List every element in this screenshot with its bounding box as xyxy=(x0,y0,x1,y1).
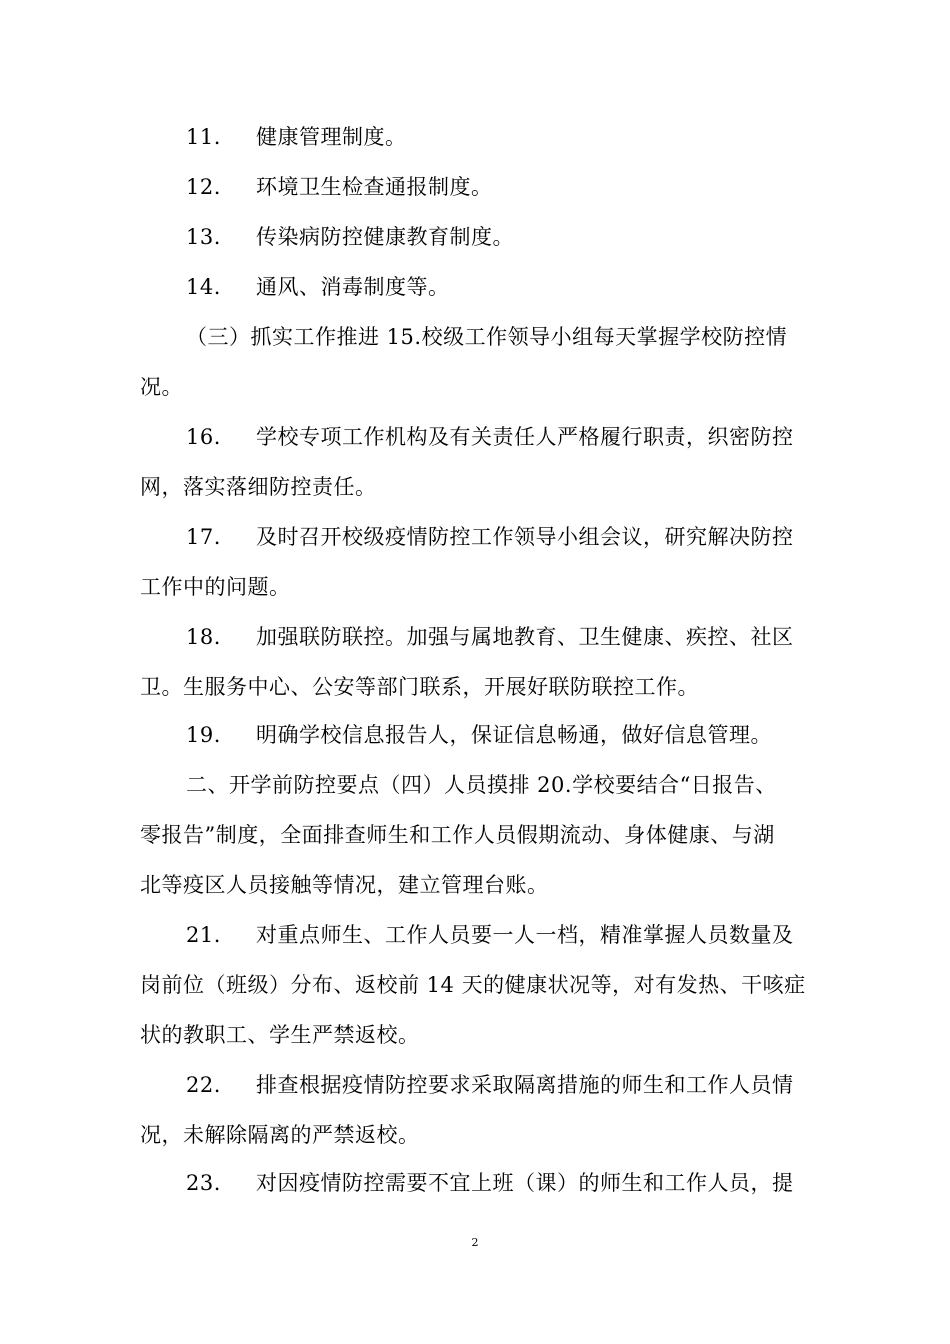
paragraph-18-line-1 xyxy=(140,620,820,654)
list-item-14 xyxy=(140,270,820,304)
item-text: 明确学校信息报告人，保证信息畅通，做好信息管理。 xyxy=(256,723,772,747)
item-text: 排查根据疫情防控要求采取隔离措施的师生和工作人员情 xyxy=(256,1073,794,1097)
paragraph-20-line-2: 零报告”制度，全面排查师生和工作人员假期流动、身体健康、与湖 xyxy=(140,823,775,847)
paragraph-16-line-2: 网，落实落细防控责任。 xyxy=(140,475,377,499)
paragraph-15-line-1: （三）抓实工作推进 15.校级工作领导小组每天掌握学校防控情 xyxy=(186,325,788,349)
paragraph-23-line-1 xyxy=(140,1166,820,1200)
item-text: 及时召开校级疫情防控工作领导小组会议，研究解决防控 xyxy=(256,525,794,549)
item-text: 传染病防控健康教育制度。 xyxy=(256,225,514,249)
item-number: 11. xyxy=(186,125,221,149)
item-number: 12. xyxy=(186,175,221,199)
item-number: 23. xyxy=(186,1171,221,1195)
item-number: 19. xyxy=(186,723,221,747)
paragraph-21-line-2: 岗前位（班级）分布、返校前 14 天的健康状况等，对有发热、干咳症 xyxy=(140,973,806,997)
paragraph-20-line-3: 北等疫区人员接触等情况，建立管理台账。 xyxy=(140,873,549,897)
item-text: 通风、消毒制度等。 xyxy=(256,275,450,299)
list-item-12 xyxy=(140,170,820,204)
item-number: 18. xyxy=(186,625,221,649)
item-number: 17. xyxy=(186,525,221,549)
list-item-11 xyxy=(140,120,820,154)
paragraph-22-line-1 xyxy=(140,1068,820,1102)
item-number: 16. xyxy=(186,425,221,449)
item-text: 健康管理制度。 xyxy=(256,125,407,149)
item-text: 环境卫生检查通报制度。 xyxy=(256,175,493,199)
item-text: 加强联防联控。加强与属地教育、卫生健康、疾控、社区 xyxy=(256,625,794,649)
paragraph-22-line-2: 况，未解除隔离的严禁返校。 xyxy=(140,1123,420,1147)
paragraph-15-line-2: 况。 xyxy=(140,375,183,399)
item-text: 对重点师生、工作人员要一人一档，精准掌握人员数量及 xyxy=(256,923,794,947)
paragraph-21-line-3: 状的教职工、学生严禁返校。 xyxy=(140,1023,420,1047)
paragraph-21-line-1 xyxy=(140,918,820,952)
paragraph-17-line-2: 工作中的问题。 xyxy=(140,575,291,599)
paragraph-16-line-1 xyxy=(140,420,820,454)
item-number: 21. xyxy=(186,923,221,947)
paragraph-18-line-2: 卫。生服务中心、公安等部门联系，开展好联防联控工作。 xyxy=(140,675,699,699)
list-item-13 xyxy=(140,220,820,254)
paragraph-20-line-1: 二、开学前防控要点（四）人员摸排 20.学校要结合“日报告、 xyxy=(186,773,777,797)
item-text: 学校专项工作机构及有关责任人严格履行职责，织密防控 xyxy=(256,425,794,449)
item-number: 14. xyxy=(186,275,221,299)
paragraph-17-line-1 xyxy=(140,520,820,554)
paragraph-19-line-1 xyxy=(140,718,820,752)
item-number: 22. xyxy=(186,1073,221,1097)
item-number: 13. xyxy=(186,225,221,249)
item-text: 对因疫情防控需要不宜上班（课）的师生和工作人员，提 xyxy=(256,1171,794,1195)
page-number: 2 xyxy=(471,1236,479,1249)
